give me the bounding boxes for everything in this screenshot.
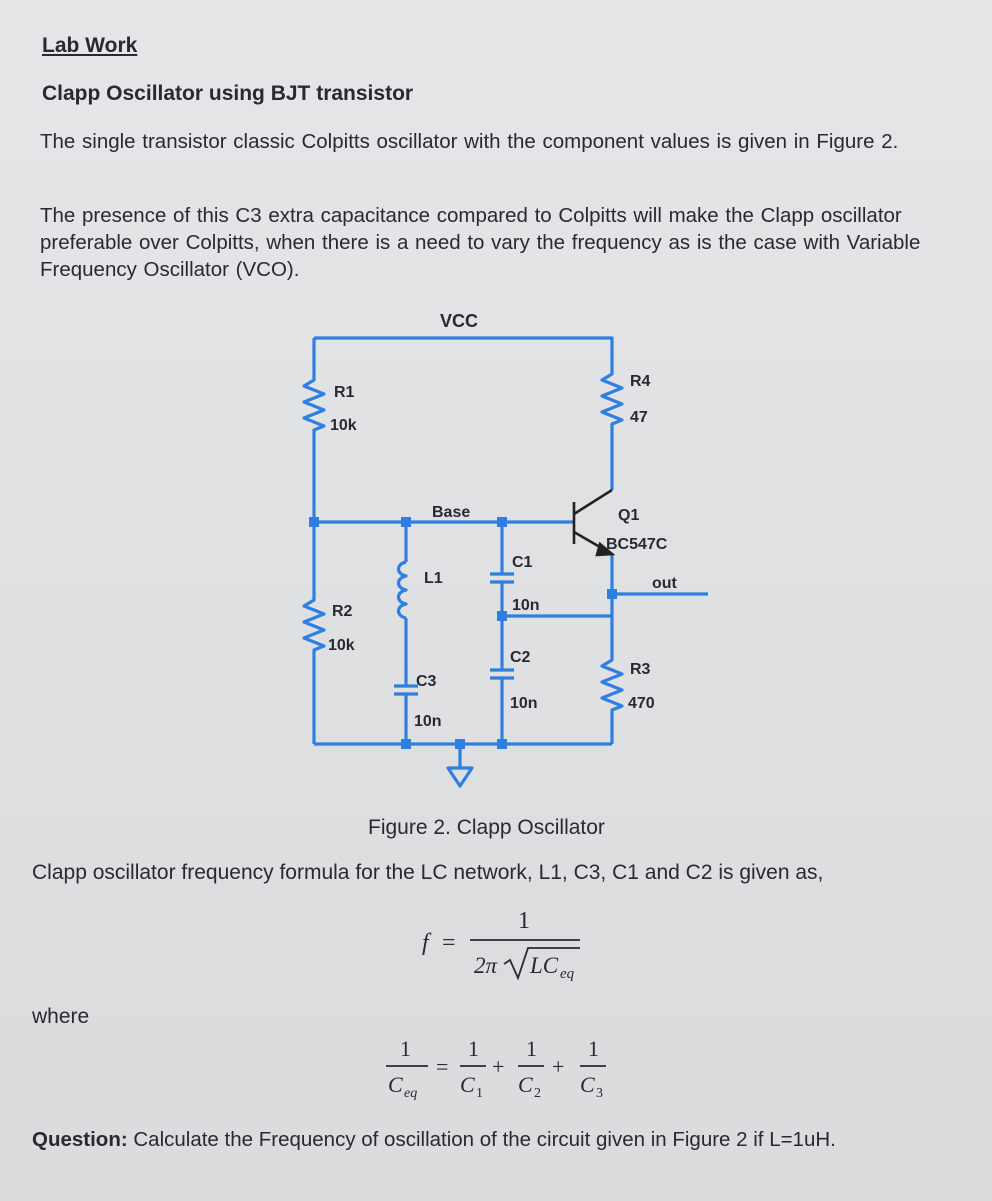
question-label: Question:: [32, 1128, 128, 1151]
formula2-sub-1: 1: [476, 1086, 483, 1101]
c1-name: C1: [512, 554, 533, 571]
formula2-sub-2: 2: [534, 1086, 541, 1101]
formula1-numerator: 1: [518, 908, 530, 934]
r4-name: R4: [630, 373, 651, 390]
q1-name: Q1: [618, 507, 640, 524]
r4-value: 47: [630, 409, 648, 426]
formula2-num-eq: 1: [400, 1036, 411, 1061]
formula2-equals: =: [436, 1054, 449, 1079]
c2-name: C2: [510, 649, 531, 666]
formula1-equals: =: [442, 930, 456, 956]
formula2-c-2: C: [518, 1072, 533, 1097]
clapp-description-paragraph: The presence of this C3 extra capacitance compared to Colpitts will make the Clapp oscillator preferable over Colpitts, when there is a need to vary the frequency as is the case with Variable Frequency Oscillator (VCO).: [40, 204, 921, 281]
where-label: where: [32, 1005, 90, 1028]
r2-value: 10k: [328, 637, 355, 654]
lab-work-heading: Lab Work: [42, 34, 138, 57]
l1-name: L1: [424, 570, 443, 587]
formula2-c-3: C: [580, 1072, 595, 1097]
r3-value: 470: [628, 695, 655, 712]
r2-name: R2: [332, 603, 353, 620]
formula2-num-1: 1: [468, 1036, 479, 1061]
formula1-radicand: LC: [530, 953, 559, 978]
r1-name: R1: [334, 384, 355, 401]
equivalent-capacitance-formula: [380, 1030, 640, 1110]
c3-value: 10n: [414, 713, 442, 730]
c1-value: 10n: [512, 597, 540, 614]
r1-value: 10k: [330, 417, 357, 434]
section-title: Clapp Oscillator using BJT transistor: [42, 82, 414, 105]
formula2-c-1: C: [460, 1072, 475, 1097]
r3-name: R3: [630, 661, 651, 678]
question-line: [32, 1128, 836, 1152]
vcc-label: VCC: [440, 311, 479, 331]
formula1-lhs: f: [422, 930, 429, 956]
intro-paragraph: The single transistor classic Colpitts oscillator with the component values is given in Figure 2.: [40, 130, 899, 153]
question-text: Calculate the Frequency of oscillation of the circuit given in Figure 2 if L=1uH.: [127, 1128, 836, 1151]
c3-name: C3: [416, 673, 437, 690]
formula2-num-3: 1: [588, 1036, 599, 1061]
c2-value: 10n: [510, 695, 538, 712]
formula2-plus-2: +: [552, 1054, 565, 1079]
base-label: Base: [432, 504, 471, 521]
formula2-plus-1: +: [492, 1054, 505, 1079]
figure-caption: Figure 2. Clapp Oscillator: [368, 816, 605, 839]
formula-intro: Clapp oscillator frequency formula for the LC network, L1, C3, C1 and C2 is given as,: [32, 861, 824, 884]
formula2-num-2: 1: [526, 1036, 537, 1061]
formula2-c-eq: C: [388, 1072, 403, 1097]
out-label: out: [652, 575, 677, 592]
formula2-sub-3: 3: [596, 1086, 603, 1101]
formula1-radicand-sub: eq: [560, 966, 575, 982]
formula2-sub-eq: eq: [404, 1086, 418, 1101]
frequency-formula: [400, 898, 600, 988]
formula1-coef: 2π: [474, 953, 498, 978]
clapp-oscillator-schematic: [0, 300, 992, 810]
q1-model: BC547C: [606, 536, 668, 553]
